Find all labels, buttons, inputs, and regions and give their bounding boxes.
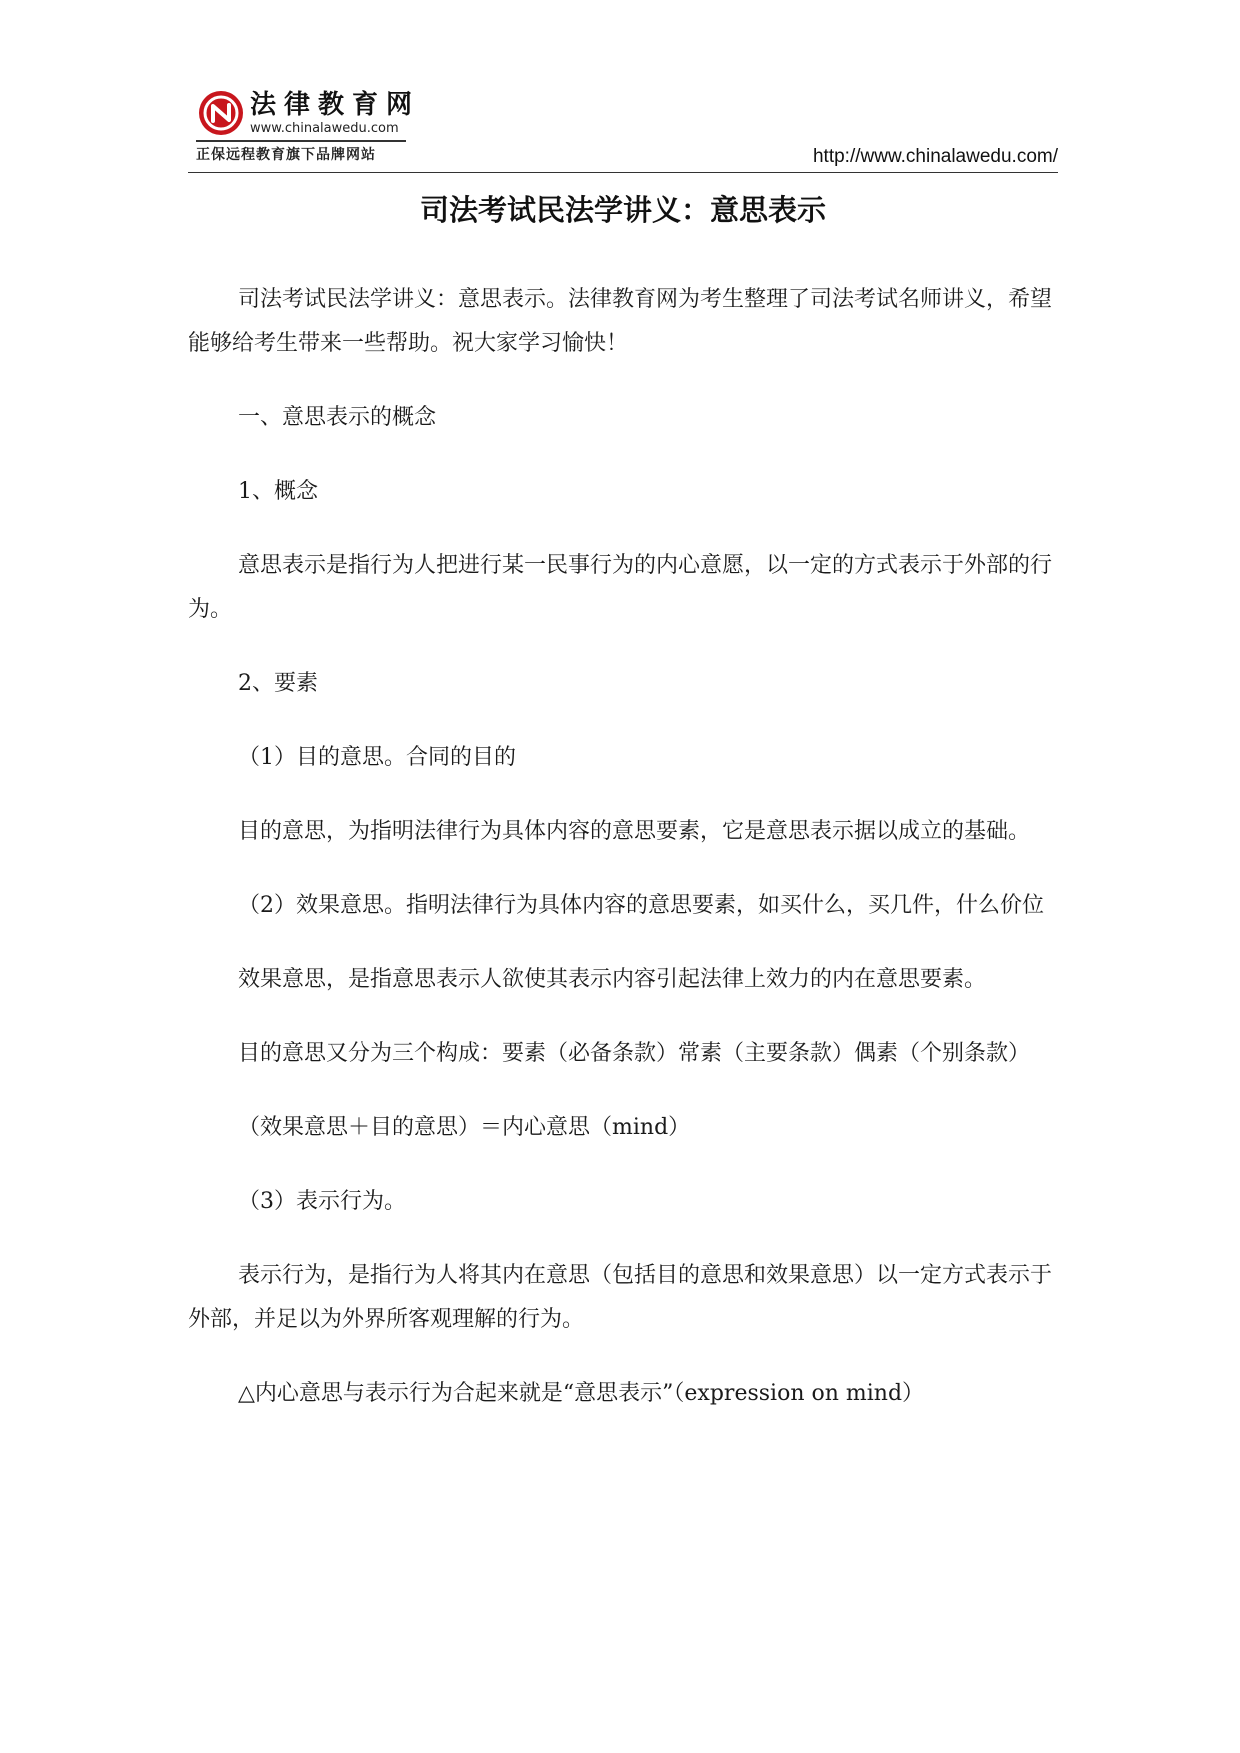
body-paragraph: 效果意思，是指意思表示人欲使其表示内容引起法律上效力的内在意思要素。: [238, 967, 987, 992]
body-paragraph: 表示行为，是指行为人将其内在意思（包括目的意思和效果意思）以一定方式表示于外部，并足以为外界所客观理解的行为。: [188, 1263, 1053, 1332]
subsection-heading: 2、要素: [238, 671, 318, 696]
document-title: 司法考试民法学讲义：意思表示: [419, 193, 826, 227]
page-header: [188, 88, 1058, 176]
logo-name: 法律教育网: [250, 90, 421, 120]
body-paragraph: 意思表示是指行为人把进行某一民事行为的内心意愿，以一定的方式表示于外部的行为。: [188, 553, 1053, 622]
logo-tagline: 正保远程教育旗下品牌网站: [196, 140, 406, 164]
site-link[interactable]: http://www.chinalawedu.com/: [812, 146, 1058, 167]
intro-paragraph: 司法考试民法学讲义：意思表示。法律教育网为考生整理了司法考试名师讲义，希望能够给考生带来一些帮助。祝大家学习愉快！: [188, 287, 1053, 356]
document-body: [188, 278, 1056, 1446]
section-heading: 一、意思表示的概念: [238, 405, 437, 430]
body-paragraph: 目的意思，为指明法律行为具体内容的意思要素，它是意思表示据以成立的基础。: [238, 819, 1031, 844]
body-paragraph: 目的意思又分为三个构成：要素（必备条款）常素（主要条款）偶素（个别条款）: [238, 1041, 1031, 1066]
item-heading: （1）目的意思。合同的目的: [238, 745, 516, 770]
header-divider: [188, 172, 1058, 173]
law-education-logo-icon: [198, 90, 244, 136]
logo-url[interactable]: www.chinalawedu.com: [250, 121, 399, 136]
formula-line: （效果意思＋目的意思）＝内心意思（mind）: [238, 1115, 691, 1140]
item-heading: （3）表示行为。: [238, 1189, 406, 1214]
subsection-heading: 1、概念: [238, 479, 318, 504]
summary-note: △内心意思与表示行为合起来就是“意思表示”（expression on mind）: [238, 1381, 925, 1406]
item-heading: （2）效果意思。指明法律行为具体内容的意思要素，如买什么，买几件，什么价位: [238, 893, 1044, 918]
